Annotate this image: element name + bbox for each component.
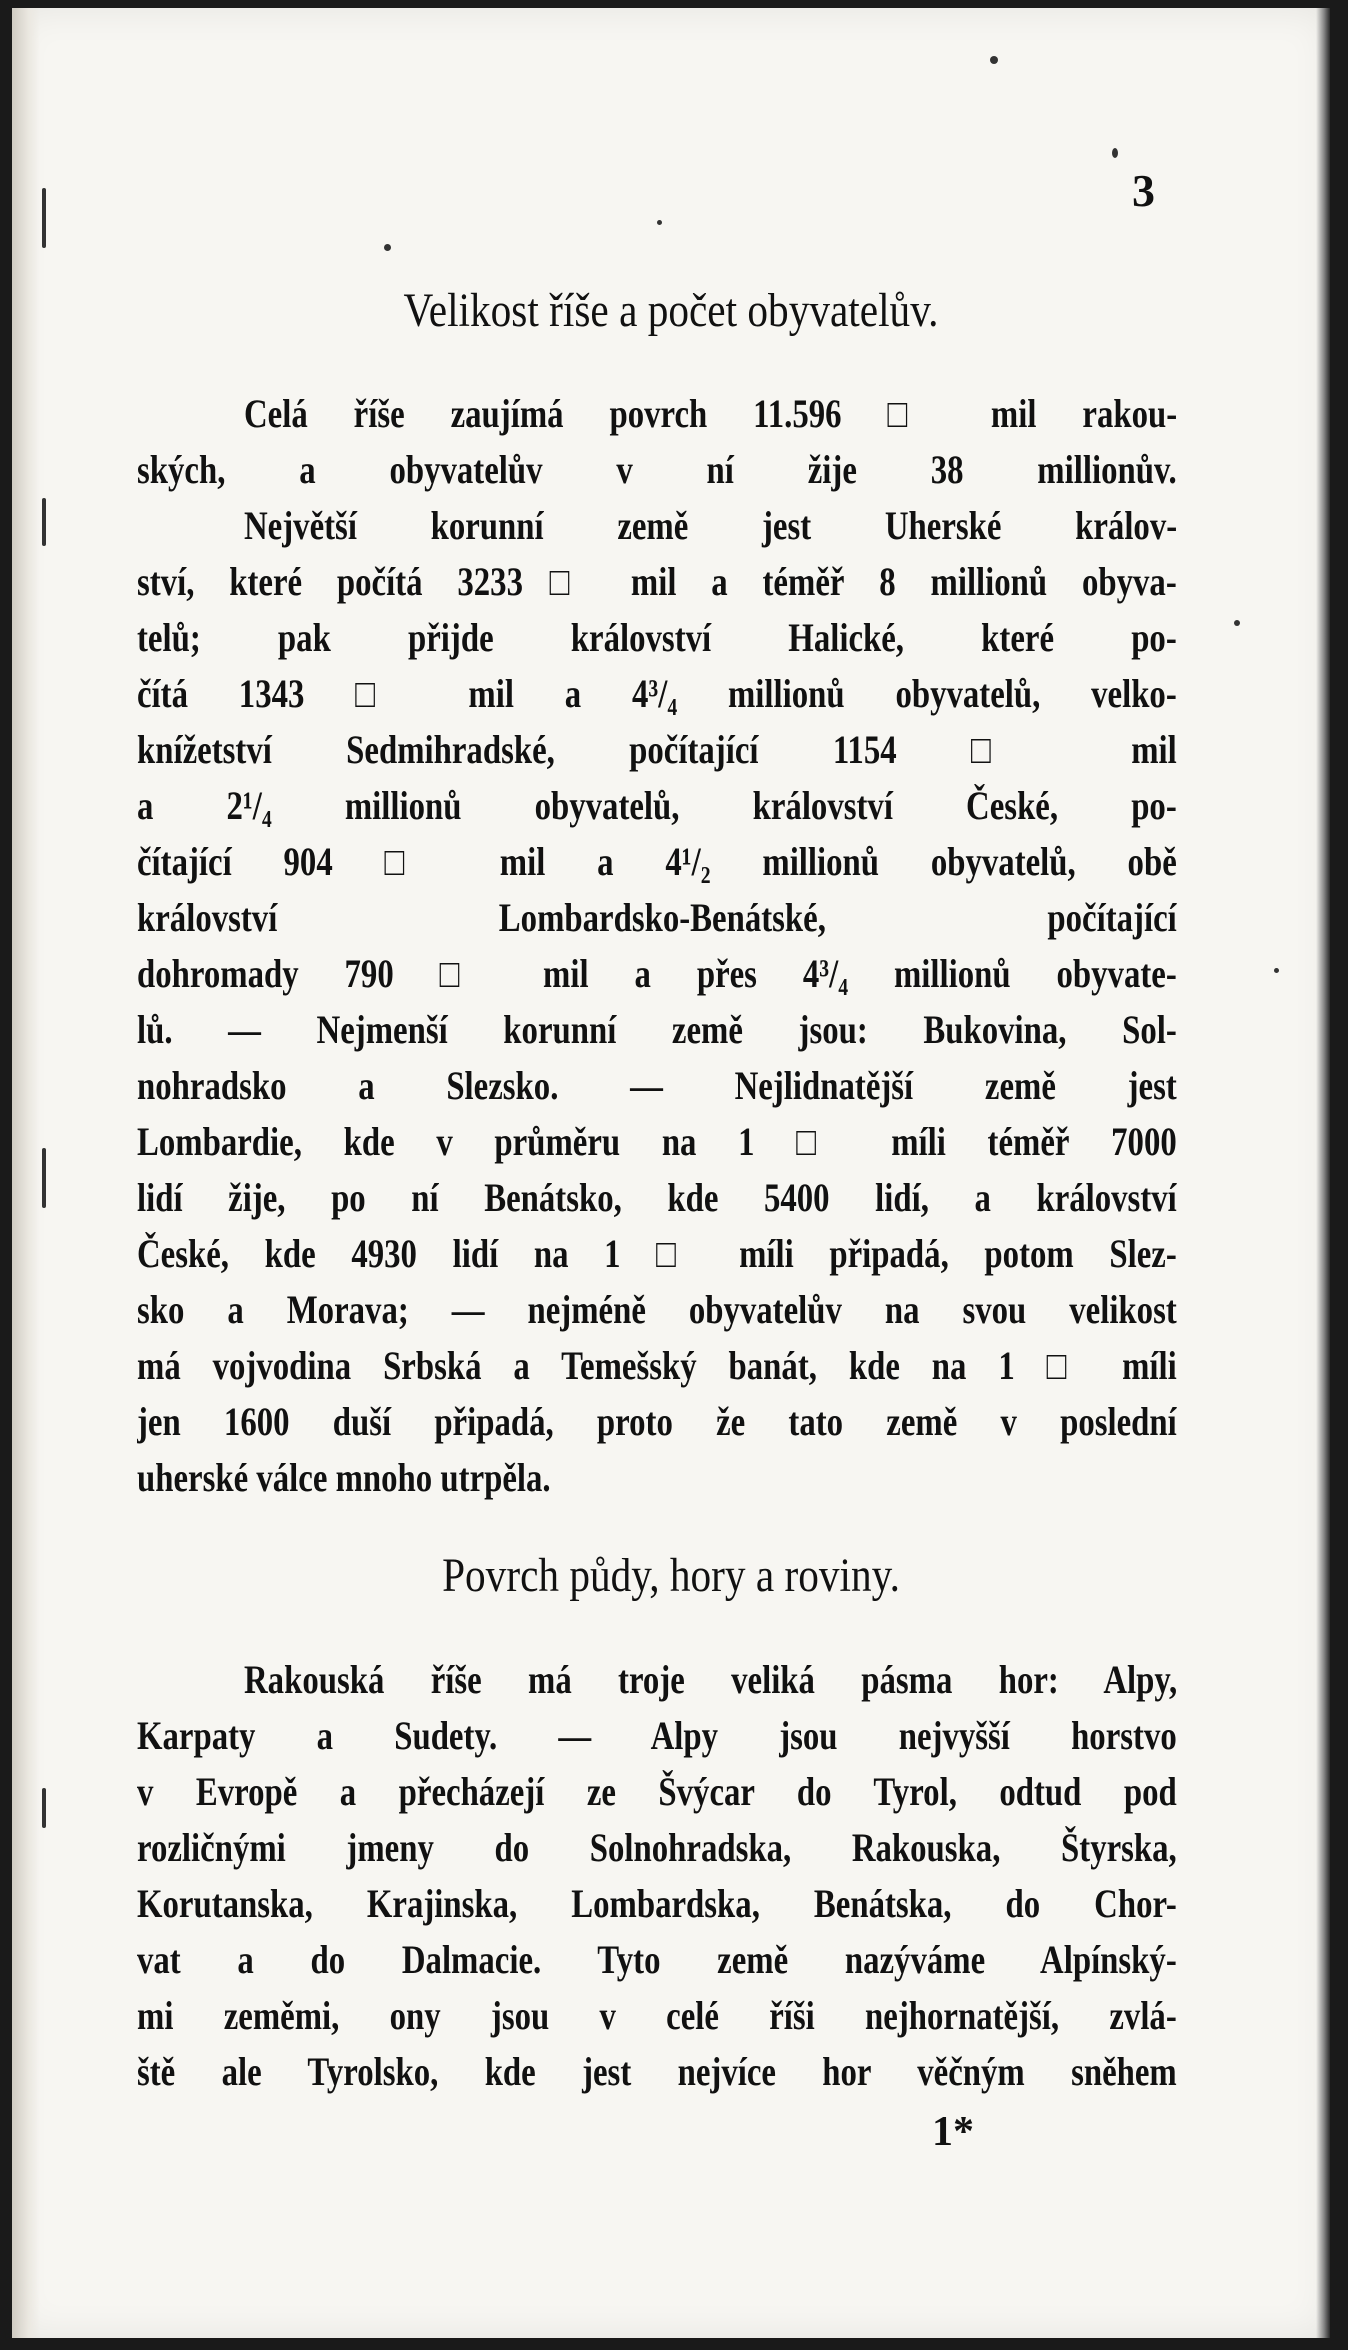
ink-speck: [384, 244, 391, 251]
binding-mark: [42, 1148, 46, 1208]
paragraph-line: Celá říše zaujímá povrch 11.596 □ mil rakou-: [244, 391, 1178, 436]
paragraph-line: Korutanska, Krajinska, Lombardska, Benátska, do Chor-: [137, 1881, 1177, 1926]
paragraph-line: sko a Morava; — nejméně obyvatelův na svou velikost: [137, 1287, 1177, 1332]
ink-speck: [1234, 620, 1240, 626]
paragraph-line: České, kde 4930 lidí na 1 □ míli připadá, potom Slez-: [137, 1231, 1177, 1276]
paragraph-line: ství, které počítá 3233□ mil a téměř 8 millionů obyva-: [137, 559, 1177, 604]
paragraph-line: dohromady 790 □ mil a přes 4³/₄ millionů obyvate-: [137, 951, 1177, 996]
paragraph-line: rozličnými jmeny do Solnohradska, Rakouska, Štyrska,: [137, 1825, 1177, 1870]
page-binding-shadow: [12, 8, 40, 2338]
paragraph-line: Rakouská říše má troje veliká pásma hor: Alpy,: [244, 1657, 1178, 1702]
paragraph-line: mi zeměmi, ony jsou v celé říši nejhornatější, zvlá-: [137, 1993, 1177, 2038]
ink-speck: [990, 56, 998, 64]
ink-speck: [1274, 968, 1279, 973]
paragraph-line: jen 1600 duší připadá, proto že tato země v poslední: [137, 1399, 1177, 1444]
section-heading-size-population: Velikost říše a počet obyvatelův.: [403, 284, 939, 337]
paragraph-line: čítající 904 □ mil a 4¹/₂ millionů obyvatelů, obě: [137, 839, 1177, 884]
paragraph-line: království Lombardsko-Benátské, počítající: [137, 895, 1177, 940]
paragraph-line: v Evropě a přecházejí ze Švýcar do Tyrol, odtud pod: [137, 1769, 1177, 1814]
paragraph-line: ských, a obyvatelův v ní žije 38 millionův.: [137, 447, 1177, 492]
binding-mark: [42, 1788, 46, 1828]
paragraph-line: Největší korunní země jest Uherské králov-: [244, 503, 1178, 548]
paragraph-line: má vojvodina Srbská a Temešský banát, kde na 1 □ míli: [137, 1343, 1177, 1388]
paragraph-line: uherské válce mnoho utrpěla.: [137, 1455, 551, 1500]
page-edge-shadow: [1316, 8, 1330, 2338]
paragraph-line: Karpaty a Sudety. — Alpy jsou nejvyšší horstvo: [137, 1713, 1177, 1758]
paragraph-line: ště ale Tyrolsko, kde jest nejvíce hor věčným sněhem: [137, 2049, 1177, 2094]
paragraph-line: knížetství Sedmihradské, počítající 1154 □ mil: [137, 727, 1177, 772]
paragraph-line: a 2¹/₄ millionů obyvatelů, království České, po-: [137, 783, 1177, 828]
paragraph-line: nohradsko a Slezsko. — Nejlidnatější země jest: [137, 1063, 1177, 1108]
catchword-signature: 1*: [932, 2109, 974, 2155]
book-page: [12, 8, 1330, 2338]
paragraph-line: vat a do Dalmacie. Tyto země nazýváme Alpínský-: [137, 1937, 1177, 1982]
paragraph-line: Lombardie, kde v průměru na 1 □ míli téměř 7000: [137, 1119, 1177, 1164]
ink-speck: [657, 220, 662, 225]
binding-mark: [42, 498, 46, 546]
paragraph-line: lidí žije, po ní Benátsko, kde 5400 lidí, a království: [137, 1175, 1177, 1220]
page-number: 3: [1132, 165, 1155, 216]
paragraph-line: čítá 1343 □ mil a 4³/₄ millionů obyvatelů, velko-: [137, 671, 1177, 716]
ink-speck: [1112, 148, 1118, 158]
paragraph-line: telů; pak přijde království Halické, které po-: [137, 615, 1177, 660]
paragraph-line: lů. — Nejmenší korunní země jsou: Bukovina, Sol-: [137, 1007, 1177, 1052]
binding-mark: [42, 188, 46, 248]
section-heading-surface-mountains: Povrch půdy, hory a roviny.: [442, 1549, 900, 1602]
